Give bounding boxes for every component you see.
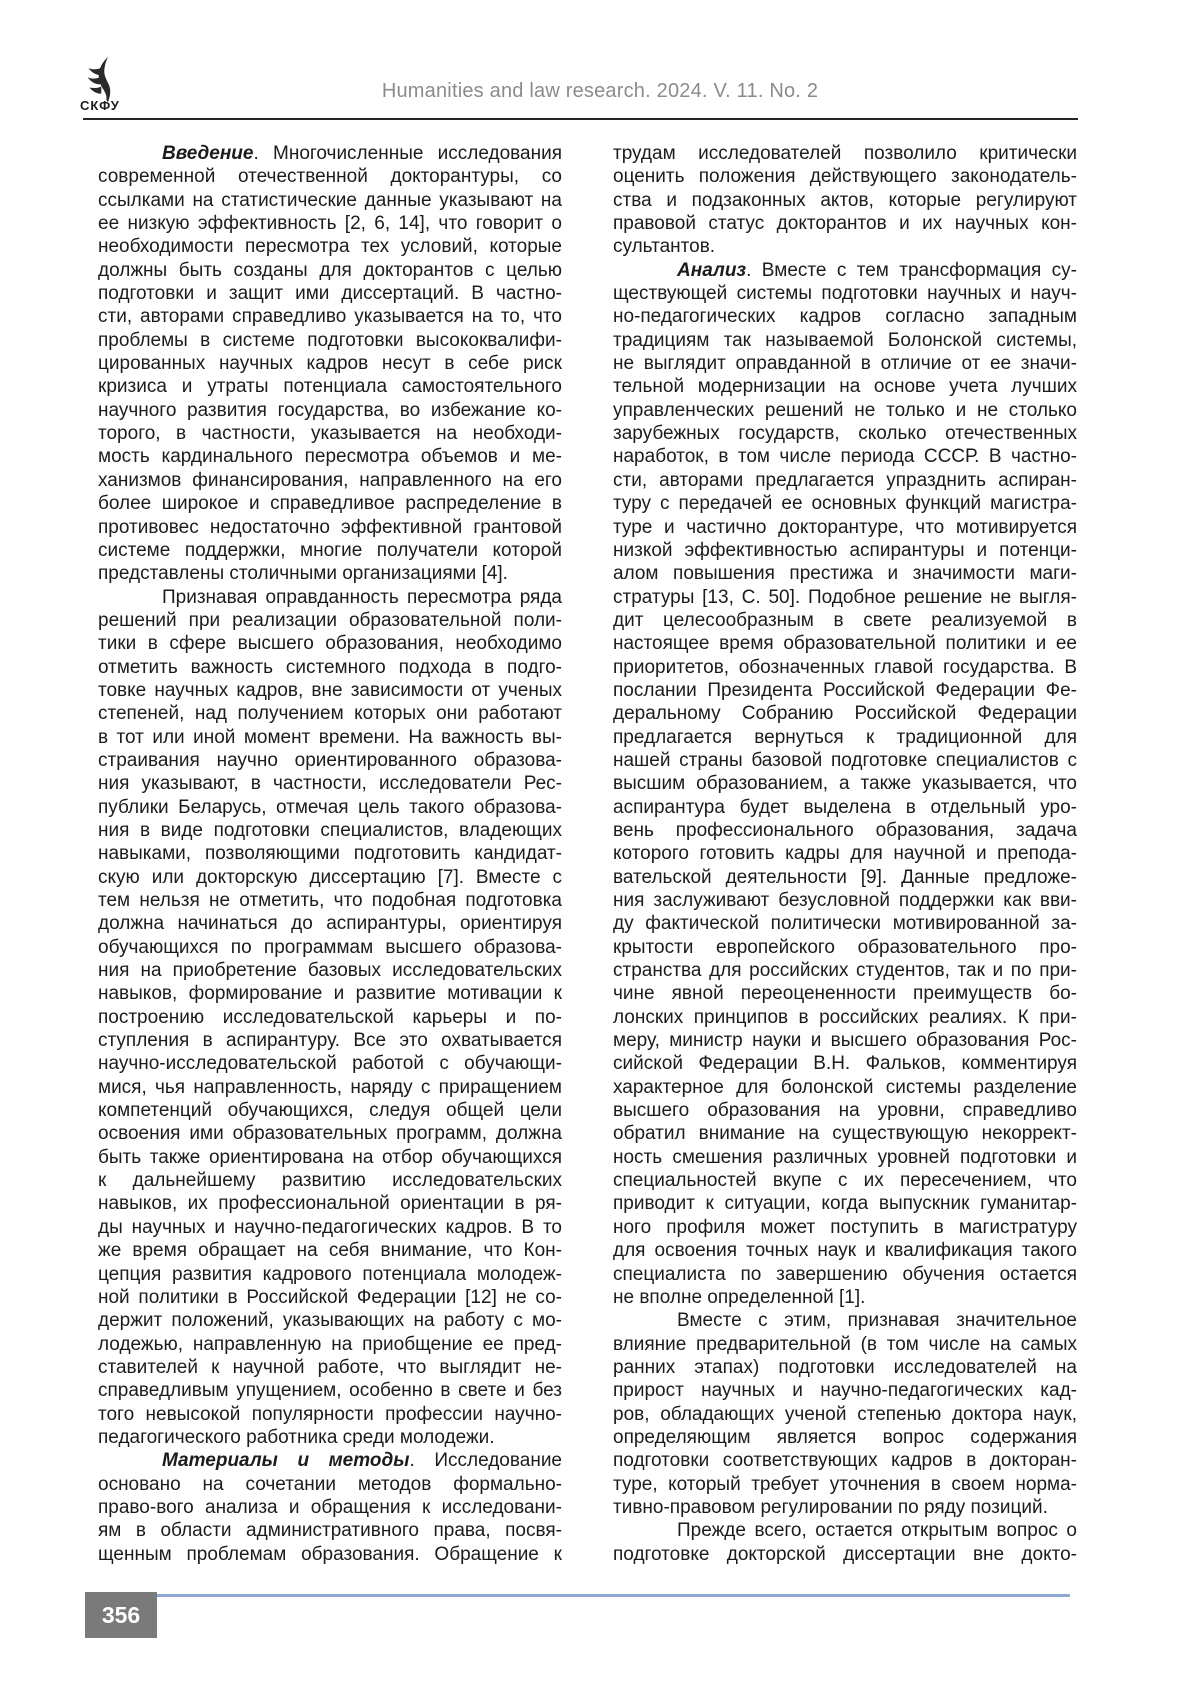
text-line: системе поддержки, многие получатели которой <box>98 539 562 561</box>
text-line: сультантов. <box>613 236 716 258</box>
text-line: быть также ориентирована на отбор обучающихся <box>98 1146 562 1168</box>
text-line: ществующей системы подготовки научных и науч- <box>613 283 1077 305</box>
text-line: наработок, в том числе периода СССР. В частно- <box>613 446 1077 468</box>
text-line: педагогического работника среди молодежи. <box>98 1426 495 1448</box>
text-line: деральному Собранию Российской Федерации <box>613 703 1077 725</box>
text-line: приоритетов, обозначенных главой государства. В <box>613 656 1077 678</box>
text-line: цированных научных кадров несут в себе риск <box>98 353 562 375</box>
text-column-left <box>98 142 562 1566</box>
text-line: Признавая оправданность пересмотра ряда <box>162 586 562 608</box>
text-line: странства для российских студентов, так и по при- <box>613 960 1077 982</box>
text-line: ступления в аспирантуру. Все это охватывается <box>98 1030 562 1052</box>
text-line: послании Президента Российской Федерации Фе- <box>613 679 1077 701</box>
page-number-badge <box>85 1592 157 1638</box>
text-line: подготовки соответствующих кадров в докторан- <box>613 1450 1077 1472</box>
text-line: ям в области административного права, посвя- <box>98 1520 562 1542</box>
text-line: управленческих решений не только и не столько <box>613 399 1077 421</box>
header-rule <box>83 118 1078 120</box>
text-line: ду фактической политически мотивированной за- <box>613 913 1077 935</box>
text-line: ной политики в Российской Федерации [12] не со- <box>98 1286 562 1308</box>
text-line: освоения ими образовательных программ, должна <box>98 1123 562 1145</box>
text-line: высшим образованием, а также указывается, что <box>613 773 1077 795</box>
text-line: ния на приобретение базовых исследовательских <box>98 960 562 982</box>
text-line: лодежью, направленную на приобщение ее пред- <box>98 1333 562 1355</box>
text-line: к дальнейшему развитию исследовательских <box>98 1170 562 1192</box>
text-line: научного развития государства, во избежание ко- <box>98 399 562 421</box>
text-line: ее низкую эффективность [2, 6, 14], что говорит о <box>98 213 562 235</box>
text-line: научно-исследовательской работой с обучающи- <box>98 1053 562 1075</box>
text-line: должна начинаться до аспирантуры, ориентируя <box>98 913 562 935</box>
text-line: влияние предварительной (в том числе на самых <box>613 1333 1077 1355</box>
text-line: в тот или иной момент времени. На важность вы- <box>98 726 562 748</box>
text-line: ров, обладающих ученой степенью доктора наук, <box>613 1403 1077 1425</box>
text-line: специалиста по завершению обучения остается <box>613 1263 1077 1285</box>
text-line: Анализ. Вместе с тем трансформация су- <box>677 259 1077 281</box>
text-line: щенным проблемам образования. Обращение к <box>98 1543 562 1565</box>
text-line: ность смешения различных уровней подготовки и <box>613 1146 1077 1168</box>
text-line: современной отечественной докторантуры, со <box>98 166 562 188</box>
text-line: характерное для болонской системы разделение <box>613 1076 1077 1098</box>
text-line: подготовке докторской диссертации вне докто- <box>613 1543 1077 1565</box>
text-line: ды научных и научно-педагогических кадров. В то <box>98 1216 562 1238</box>
text-line: компетенций обучающихся, следуя общей цели <box>98 1100 562 1122</box>
text-line: которого готовить кадры для научной и препода- <box>613 843 1077 865</box>
text-line: страивания научно ориентированного образова- <box>98 749 562 771</box>
text-line: право-вого анализа и обращения к исследовани- <box>98 1496 562 1518</box>
text-line: ного профиля может поступить в магистратуру <box>613 1216 1077 1238</box>
text-line: туре и частично докторантуре, что мотивируется <box>613 516 1077 538</box>
text-line: того невысокой популярности профессии научно- <box>98 1403 562 1425</box>
text-line: Материалы и методы. Исследование <box>162 1450 562 1472</box>
text-line: традициям так называемой Болонской системы, <box>613 329 1077 351</box>
text-line: ния в виде подготовки специалистов, владеющих <box>98 819 562 841</box>
text-line: ния заслуживают безусловной поддержки как вви- <box>613 890 1077 911</box>
text-line: держит положений, указывающих на работу с мо- <box>98 1310 562 1332</box>
text-line: кризиса и утраты потенциала самостоятельного <box>98 376 562 398</box>
text-line: приводит к ситуации, когда выпускник гуманитар- <box>613 1193 1077 1215</box>
text-line: настоящее время образовательной политики и ее <box>613 633 1077 655</box>
text-line: Введение. Многочисленные исследования <box>162 143 562 164</box>
text-line: тем нельзя не отметить, что подобная подготовка <box>98 890 562 911</box>
text-line: низкой эффективностью аспирантуры и потенци- <box>613 539 1077 561</box>
text-line: предлагается вернуться к традиционной для <box>613 726 1077 748</box>
paragraph-lead: Материалы и методы <box>162 1450 410 1472</box>
text-line: высшего образования на уровни, справедливо <box>613 1100 1077 1122</box>
footer-rule <box>157 1594 1070 1597</box>
text-line: туре, который требует уточнения в своем норма- <box>613 1473 1077 1495</box>
text-line: но-педагогических кадров согласно западным <box>613 306 1077 328</box>
text-line: нашей страны базовой подготовке специалистов с <box>613 749 1077 771</box>
page-number: 356 <box>101 1601 141 1628</box>
text-line: необходимости пересмотра тех условий, которые <box>98 236 562 258</box>
text-line: сти, авторами предлагается упразднить аспиран- <box>613 469 1077 491</box>
text-line: должны быть созданы для докторантов с целью <box>98 259 562 281</box>
text-line: публики Беларусь, отмечая цель такого образова- <box>98 796 562 818</box>
text-line: мость кардинального пересмотра объемов и ме- <box>98 446 562 468</box>
text-line: ранних этапах) подготовки исследователей на <box>613 1356 1077 1378</box>
text-line: дит целесообразным в свете реализуемой в <box>613 609 1077 631</box>
text-line: обучающихся по программам высшего образова- <box>98 936 562 958</box>
logo-text: СКФУ <box>80 98 120 113</box>
text-line: зарубежных государств, сколько отечественных <box>613 423 1077 445</box>
text-line: представлены столичными организациями [4]. <box>98 563 508 585</box>
text-line: вательской деятельности [9]. Данные предложе- <box>613 866 1077 888</box>
text-line: подготовки и защит ими диссертаций. В частно- <box>98 283 562 305</box>
text-line: тивно-правовом регулировании по ряду позиций. <box>613 1496 1048 1518</box>
text-line: ханизмов финансирования, направленного на его <box>98 469 562 491</box>
text-line: торого, в частности, указывается на необходи- <box>98 423 562 445</box>
text-line: сти, авторами справедливо указывается на то, что <box>98 306 562 328</box>
text-line: отметить важность системного подхода в подго- <box>98 656 562 678</box>
text-line: навыков, их профессиональной ориентации в ря- <box>98 1193 562 1215</box>
text-line: специальностей вкупе с их пересечением, что <box>613 1170 1077 1192</box>
text-line: же время обращает на себя внимание, что Кон- <box>98 1240 562 1262</box>
text-line: трудам исследователей позволило критически <box>613 143 1077 164</box>
text-line: противовес недостаточно эффективной грантовой <box>98 516 562 538</box>
text-line: ства и подзаконных актов, которые регулируют <box>613 189 1077 211</box>
text-line: цепция развития кадрового потенциала молодеж- <box>98 1263 562 1285</box>
text-line: товке научных кадров, вне зависимости от ученых <box>98 679 562 701</box>
text-line: стратуры [13, С. 50]. Подобное решение не выгля- <box>613 586 1077 608</box>
paragraph-lead: Анализ <box>677 259 747 281</box>
text-line: меру, министр науки и высшего образования Рос- <box>613 1030 1077 1052</box>
text-line: основано на сочетании методов формально- <box>98 1473 562 1495</box>
text-column-right <box>613 142 1077 1566</box>
text-line: ния указывают, в частности, исследователи Рес- <box>98 773 562 795</box>
text-line: справедливым упущением, особенно в свете и без <box>98 1380 562 1402</box>
text-line: оценить положения действующего законодатель- <box>613 166 1077 188</box>
text-line: обратил внимание на существующую некоррект- <box>613 1123 1077 1145</box>
text-line: прирост научных и научно-педагогических кад- <box>613 1380 1077 1402</box>
text-line: аспирантура будет выделена в отдельный уро- <box>613 796 1077 818</box>
text-line: не выглядит оправданной в отличие от ее значи- <box>613 353 1077 375</box>
text-line: более широкое и справедливое распределение в <box>98 493 562 515</box>
text-line: туру с передачей ее основных функций магистра- <box>613 493 1077 515</box>
text-line: навыков, формирование и развитие мотивации к <box>98 983 562 1005</box>
text-line: ставителей к научной работе, что выглядит не- <box>98 1356 562 1378</box>
text-line: построению исследовательской карьеры и по- <box>98 1006 562 1028</box>
text-line: не вполне определенной [1]. <box>613 1286 866 1308</box>
text-line: алом повышения престижа и значимости маги- <box>613 563 1077 585</box>
text-line: Вместе с этим, признавая значительное <box>677 1310 1077 1332</box>
journal-header-title: Humanities and law research. 2024. V. 11. No. 2 <box>381 80 819 102</box>
text-line: проблемы в системе подготовки высококвалифи- <box>98 329 562 351</box>
text-line: навыками, позволяющими подготовить кандидат- <box>98 843 562 865</box>
text-line: чине явной переоцененности преимуществ бо- <box>613 983 1077 1005</box>
text-line: крытости европейского образовательного про- <box>613 936 1077 958</box>
text-line: тики в сфере высшего образования, необходимо <box>98 633 562 655</box>
paragraph-lead: Введение <box>162 143 254 164</box>
text-line: степеней, над получением которых они работают <box>98 703 562 725</box>
text-line: ссылками на статистические данные указывают на <box>98 189 562 211</box>
text-line: скую или докторскую диссертацию [7]. Вместе с <box>98 866 562 888</box>
text-line: определяющим является вопрос содержания <box>613 1426 1077 1448</box>
text-line: Прежде всего, остается открытым вопрос о <box>677 1520 1077 1542</box>
text-line: решений при реализации образовательной поли- <box>98 609 562 631</box>
text-line: тельной модернизации на основе учета лучших <box>613 376 1077 398</box>
text-line: правовой статус докторантов и их научных кон- <box>613 213 1077 235</box>
text-line: мися, чья направленность, наряду с приращением <box>98 1076 562 1098</box>
text-line: для освоения точных наук и квалификация такого <box>613 1240 1077 1262</box>
text-line: сийской Федерации В.Н. Фальков, комментируя <box>613 1053 1077 1075</box>
text-line: лонских принципов в российских реалиях. К при- <box>613 1006 1077 1028</box>
text-line: вень профессионального образования, задача <box>613 819 1077 841</box>
